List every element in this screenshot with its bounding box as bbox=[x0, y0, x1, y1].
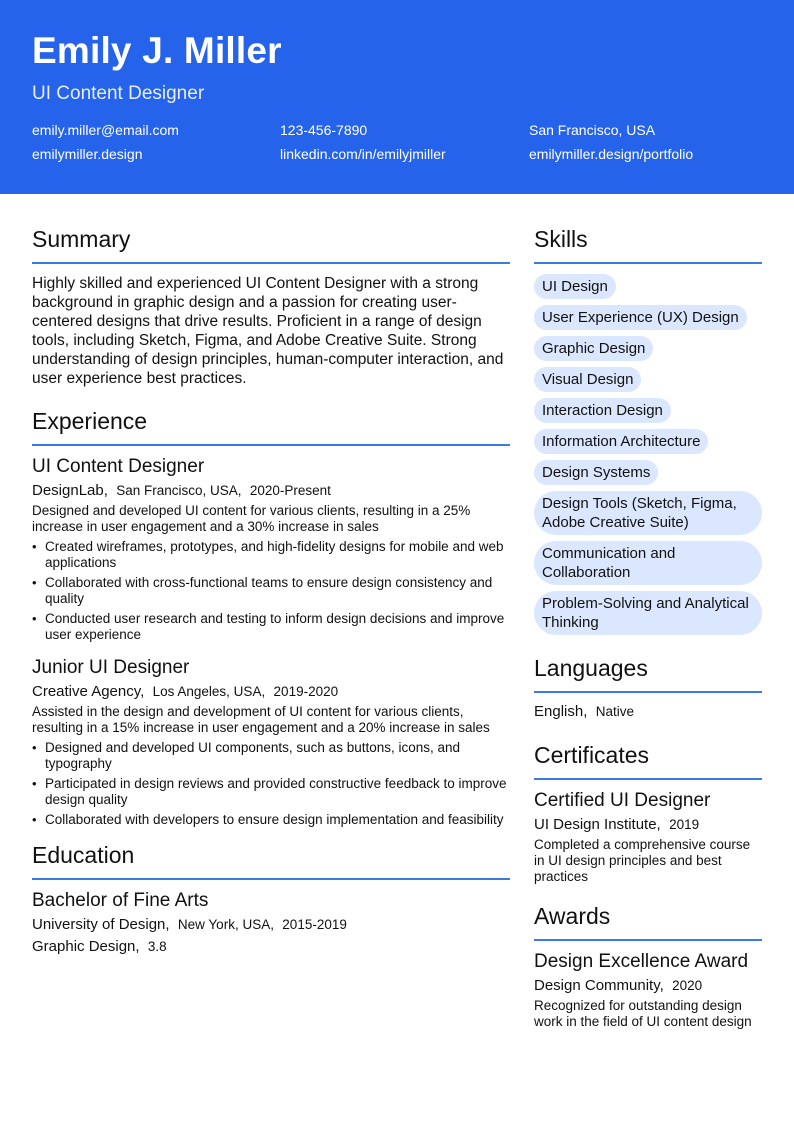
language-name: English, bbox=[534, 703, 588, 720]
award-title: Design Excellence Award bbox=[534, 951, 749, 972]
job-location: San Francisco, USA, bbox=[116, 483, 242, 498]
education-gpa: 3.8 bbox=[147, 939, 167, 954]
job-title: Junior UI Designer bbox=[32, 657, 190, 678]
award-meta bbox=[534, 977, 762, 994]
education-major-line bbox=[32, 938, 510, 955]
job-company: DesignLab, bbox=[32, 482, 108, 499]
certificate-issuer: UI Design Institute, bbox=[534, 816, 661, 833]
contact-portfolio[interactable]: emilymiller.design/portfolio bbox=[529, 146, 694, 162]
job-bullet: • Designed and developed UI components, such as buttons, icons, and typography bbox=[32, 740, 510, 772]
job-meta bbox=[32, 683, 510, 700]
job-title: UI Content Designer bbox=[32, 456, 205, 477]
skill-tag: Problem-Solving and Analytical Thinking bbox=[534, 591, 762, 635]
education-major: Graphic Design, bbox=[32, 938, 140, 955]
job-bullets bbox=[32, 539, 510, 643]
education-location: New York, USA, bbox=[177, 917, 274, 932]
job-entry bbox=[32, 456, 510, 643]
skill-list bbox=[534, 274, 762, 641]
education-heading: Education bbox=[32, 842, 510, 880]
certificate-year: 2019 bbox=[669, 817, 700, 832]
contact-phone[interactable]: 123-456-7890 bbox=[280, 122, 368, 138]
language-entry bbox=[534, 703, 762, 720]
language-level: Native bbox=[595, 704, 634, 719]
education-dates: 2015-2019 bbox=[282, 917, 347, 932]
job-bullet: • Conducted user research and testing to inform design decisions and improve user experience bbox=[32, 611, 510, 643]
job-bullets bbox=[32, 740, 510, 828]
job-dates: 2020-Present bbox=[249, 483, 331, 498]
skill-tag: Design Tools (Sketch, Figma, Adobe Creative Suite) bbox=[534, 491, 762, 535]
certificate-meta bbox=[534, 816, 762, 833]
job-bullet: • Participated in design reviews and provided constructive feedback to improve design quality bbox=[32, 776, 510, 808]
job-entry bbox=[32, 657, 510, 828]
main-column bbox=[32, 226, 510, 960]
candidate-name: Emily J. Miller bbox=[32, 30, 282, 71]
skill-tag: User Experience (UX) Design bbox=[534, 305, 747, 330]
skill-tag: Interaction Design bbox=[534, 398, 671, 423]
job-location: Los Angeles, USA, bbox=[152, 684, 266, 699]
experience-heading: Experience bbox=[32, 408, 510, 446]
skill-tag: Visual Design bbox=[534, 367, 641, 392]
summary-heading: Summary bbox=[32, 226, 510, 264]
skill-tag: Communication and Collaboration bbox=[534, 541, 762, 585]
certificate-description: Completed a comprehensive course in UI design principles and best practices bbox=[534, 837, 751, 884]
job-description: Designed and developed UI content for various clients, resulting in a 25% increase in user engagement and a 30% increase in sales bbox=[32, 503, 471, 534]
side-column bbox=[534, 226, 762, 1048]
contact-website[interactable]: emilymiller.design bbox=[32, 146, 143, 162]
job-company: Creative Agency, bbox=[32, 683, 145, 700]
job-meta bbox=[32, 482, 510, 499]
contact-email[interactable]: emily.miller@email.com bbox=[32, 122, 179, 138]
contact-location: San Francisco, USA bbox=[529, 122, 656, 138]
skill-tag: Design Systems bbox=[534, 460, 658, 485]
candidate-title: UI Content Designer bbox=[32, 83, 205, 104]
job-description: Assisted in the design and development of UI content for various clients, resulting in a 15% increase in user engagement and a 20% increase in sales bbox=[32, 704, 490, 735]
resume-header bbox=[0, 0, 794, 194]
award-issuer: Design Community, bbox=[534, 977, 664, 994]
job-bullet: • Collaborated with developers to ensure design implementation and feasibility bbox=[32, 812, 510, 828]
education-degree: Bachelor of Fine Arts bbox=[32, 890, 209, 911]
certificates-heading: Certificates bbox=[534, 742, 762, 780]
job-dates: 2019-2020 bbox=[273, 684, 339, 699]
summary-text: Highly skilled and experienced UI Content Designer with a strong background in graphic design and a passion for creating user-centered designs that drive results. Proficient in a range of design tools, including Sketch, Figma, and Adobe Creative Suite. Strong understanding of design principles, human-computer interaction, and user experience best practices. bbox=[32, 275, 504, 387]
awards-heading: Awards bbox=[534, 903, 762, 941]
languages-heading: Languages bbox=[534, 655, 762, 693]
skill-tag: UI Design bbox=[534, 274, 616, 299]
skill-tag: Graphic Design bbox=[534, 336, 653, 361]
award-description: Recognized for outstanding design work in the field of UI content design bbox=[534, 998, 752, 1029]
award-year: 2020 bbox=[672, 978, 703, 993]
skill-tag: Information Architecture bbox=[534, 429, 708, 454]
job-bullet: • Created wireframes, prototypes, and high-fidelity designs for mobile and web applications bbox=[32, 539, 510, 571]
skills-heading: Skills bbox=[534, 226, 762, 264]
job-bullet: • Collaborated with cross-functional teams to ensure design consistency and quality bbox=[32, 575, 510, 607]
education-school-line bbox=[32, 916, 510, 933]
education-school: University of Design, bbox=[32, 916, 170, 933]
contact-linkedin[interactable]: linkedin.com/in/emilyjmiller bbox=[280, 146, 446, 162]
certificate-title: Certified UI Designer bbox=[534, 790, 711, 811]
